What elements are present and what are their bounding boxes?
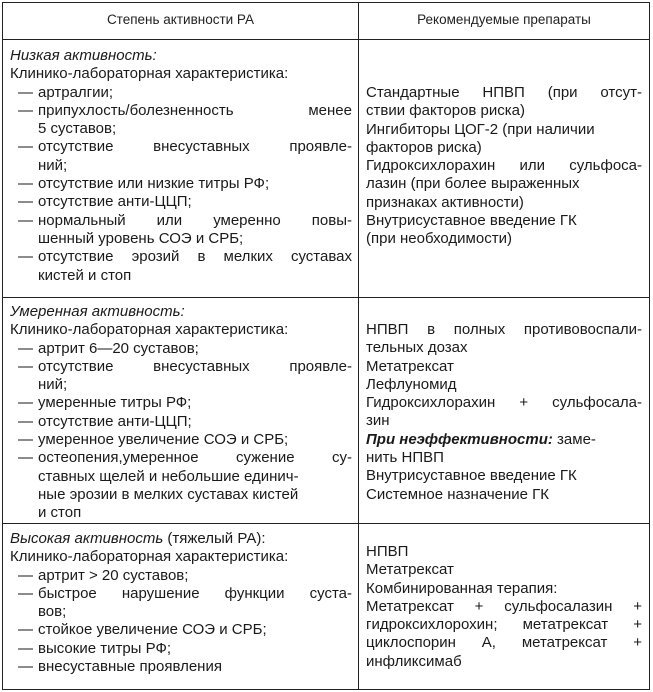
criteria-line: умеренное увеличение СОЭ и СРБ; xyxy=(38,431,289,449)
dash-bullet: — xyxy=(18,431,33,449)
drug-line: ствии факторов риска) xyxy=(366,102,525,120)
drug-line: нить НПВП xyxy=(366,449,444,467)
dash-bullet: — xyxy=(18,138,33,156)
criteria-line: вов; xyxy=(38,603,67,621)
criteria-item xyxy=(10,621,352,639)
criteria-text xyxy=(38,567,352,585)
criteria-line: артрит 6—20 суставов; xyxy=(38,339,199,357)
criteria-list xyxy=(10,340,352,523)
criteria-item xyxy=(10,102,352,139)
drugs-list xyxy=(366,543,642,671)
criteria-line: и стоп xyxy=(38,504,82,522)
criteria-line: отсутствие анти-ЦЦП; xyxy=(38,412,192,430)
activity-subtitle: Клинико-лабораторная характеристика: xyxy=(10,65,289,83)
criteria-line: припухлость/болезненность менее xyxy=(38,101,352,119)
row-low-activity xyxy=(3,40,649,298)
dash-bullet: — xyxy=(18,357,33,375)
header-drugs: Рекомендуемые препараты xyxy=(417,12,591,27)
ineffective-note xyxy=(366,431,642,449)
activity-title: Низкая активность: xyxy=(10,47,157,64)
criteria-item xyxy=(10,84,352,102)
activity-title-line xyxy=(10,530,352,548)
criteria-line: ные эрозии в мелких суставах кистей xyxy=(38,485,299,503)
activity-title-note: (тяжелый РА): xyxy=(163,530,266,547)
header-activity: Степень активности РА xyxy=(106,12,255,27)
criteria-text xyxy=(38,102,352,139)
criteria-line: высокие титры РФ; xyxy=(38,639,172,657)
criteria-line: быстрое нарушение функции суста- xyxy=(38,584,352,602)
drugs-cell xyxy=(366,543,642,671)
criteria-line: остеопения,умеренное сужение су- xyxy=(38,449,352,467)
criteria-line: отсутствие эрозий в мелких суставах xyxy=(38,248,352,266)
drug-line: Внутрисуставное введение ГК xyxy=(366,212,577,230)
drug-line: Внутрисуставное введение ГК xyxy=(366,467,577,485)
drug-line: гидроксихлорохин; метатрексат + xyxy=(366,616,642,634)
criteria-item xyxy=(10,340,352,358)
drug-line: Метатрексат + сульфосалазин + xyxy=(366,597,642,615)
criteria-line: 5 суставов; xyxy=(38,120,117,138)
activity-title: Умеренная активность: xyxy=(10,303,185,320)
row-high-activity xyxy=(3,524,649,689)
drug-line: Ингибиторы ЦОГ-2 (при наличии xyxy=(366,120,595,138)
criteria-list xyxy=(10,567,352,677)
criteria-line: внесуставные проявления xyxy=(38,658,222,676)
drug-line: НПВП в полных противовоспали- xyxy=(366,321,642,338)
dash-bullet: — xyxy=(18,412,33,430)
drug-line: лазин (при более выраженных xyxy=(366,175,580,193)
activity-cell xyxy=(10,530,352,676)
criteria-text xyxy=(38,248,352,285)
activity-cell xyxy=(10,303,352,523)
dash-bullet: — xyxy=(18,175,33,193)
drug-line: Системное назначение ГК xyxy=(366,485,550,503)
criteria-text xyxy=(38,585,352,622)
criteria-text xyxy=(38,358,352,395)
criteria-item xyxy=(10,212,352,249)
drug-line: Комбинированная терапия: xyxy=(366,579,558,597)
dash-bullet: — xyxy=(18,339,33,357)
criteria-line: нормальный или умеренно повы- xyxy=(38,211,352,229)
drug-line: Метатрексат xyxy=(366,561,454,579)
drug-line: Стандартные НПВП (при отсут- xyxy=(366,84,642,101)
criteria-item xyxy=(10,394,352,412)
drug-line: признаках активности) xyxy=(366,193,524,211)
criteria-line: артрит > 20 суставов; xyxy=(38,566,189,584)
criteria-item xyxy=(10,193,352,211)
dash-bullet: — xyxy=(18,621,33,639)
criteria-line: шенный уровень СОЭ и СРБ; xyxy=(38,229,244,247)
drugs-list-after xyxy=(366,449,642,504)
criteria-line: кистей и стоп xyxy=(38,266,132,284)
activity-cell xyxy=(10,47,352,285)
criteria-text xyxy=(38,340,352,358)
dash-bullet: — xyxy=(18,394,33,412)
drugs-cell xyxy=(366,84,642,249)
criteria-line: отсутствие анти-ЦЦП; xyxy=(38,193,192,211)
criteria-text xyxy=(38,640,352,658)
criteria-item xyxy=(10,640,352,658)
table-header xyxy=(3,3,649,40)
drugs-cell xyxy=(366,321,642,504)
criteria-line: стойкое увеличение СОЭ и СРБ; xyxy=(38,621,267,639)
criteria-text xyxy=(38,193,352,211)
criteria-text xyxy=(38,431,352,449)
dash-bullet: — xyxy=(18,566,33,584)
criteria-text xyxy=(38,138,352,175)
drug-line: НПВП xyxy=(366,543,409,560)
criteria-text xyxy=(38,84,352,102)
criteria-list xyxy=(10,84,352,285)
criteria-item xyxy=(10,358,352,395)
dash-bullet: — xyxy=(18,211,33,229)
drugs-list xyxy=(366,321,642,431)
criteria-line: ний; xyxy=(38,376,68,394)
criteria-item xyxy=(10,585,352,622)
criteria-line: отсутствие внесуставных проявле- xyxy=(38,357,352,375)
criteria-line: артралгии; xyxy=(38,83,114,101)
criteria-line: отсутствие внесуставных проявле- xyxy=(38,138,352,156)
criteria-text xyxy=(38,658,352,676)
criteria-line: ний; xyxy=(38,156,68,174)
dash-bullet: — xyxy=(18,101,33,119)
criteria-item xyxy=(10,248,352,285)
criteria-text xyxy=(38,449,352,522)
criteria-line: умеренные титры РФ; xyxy=(38,394,192,412)
criteria-item xyxy=(10,567,352,585)
activity-subtitle: Клинико-лабораторная характеристика: xyxy=(10,548,289,566)
dash-bullet: — xyxy=(18,193,33,211)
activity-title: Высокая активность xyxy=(10,530,164,547)
dash-bullet: — xyxy=(18,449,33,467)
criteria-text xyxy=(38,394,352,412)
dash-bullet: — xyxy=(18,658,33,676)
ineffective-label: При неэффективности: xyxy=(366,430,553,448)
drug-line: Лефлуномид xyxy=(366,375,457,393)
drug-line: факторов риска) xyxy=(366,138,482,156)
drug-line: Метатрексат xyxy=(366,357,454,375)
ineffective-text: заме- xyxy=(552,430,596,448)
drug-line: Гидроксихлорахин или сульфоса- xyxy=(366,157,642,175)
criteria-text xyxy=(38,212,352,249)
recommendations-table xyxy=(2,2,650,690)
criteria-line: ставных щелей и небольшие единич- xyxy=(38,467,299,485)
criteria-item xyxy=(10,449,352,522)
drug-line: (при необходимости) xyxy=(366,230,512,248)
drugs-list xyxy=(366,84,642,249)
criteria-line: отсутствие или низкие титры РФ; xyxy=(38,175,270,193)
drug-line: Гидроксихлорахин + сульфосала- xyxy=(366,394,642,412)
criteria-text xyxy=(38,175,352,193)
criteria-text xyxy=(38,413,352,431)
criteria-text xyxy=(38,621,352,639)
drug-line: тельных дозах xyxy=(366,339,468,357)
criteria-item xyxy=(10,175,352,193)
activity-subtitle: Клинико-лабораторная характеристика: xyxy=(10,321,289,339)
criteria-item xyxy=(10,138,352,175)
row-moderate-activity xyxy=(3,298,649,524)
criteria-item xyxy=(10,431,352,449)
dash-bullet: — xyxy=(18,83,33,101)
drug-line: циклоспорин А, метатрексат + xyxy=(366,634,642,652)
dash-bullet: — xyxy=(18,639,33,657)
criteria-item xyxy=(10,413,352,431)
drug-line: зин xyxy=(366,412,390,430)
dash-bullet: — xyxy=(18,248,33,266)
dash-bullet: — xyxy=(18,584,33,602)
criteria-item xyxy=(10,658,352,676)
drug-line: инфликсимаб xyxy=(366,652,462,670)
